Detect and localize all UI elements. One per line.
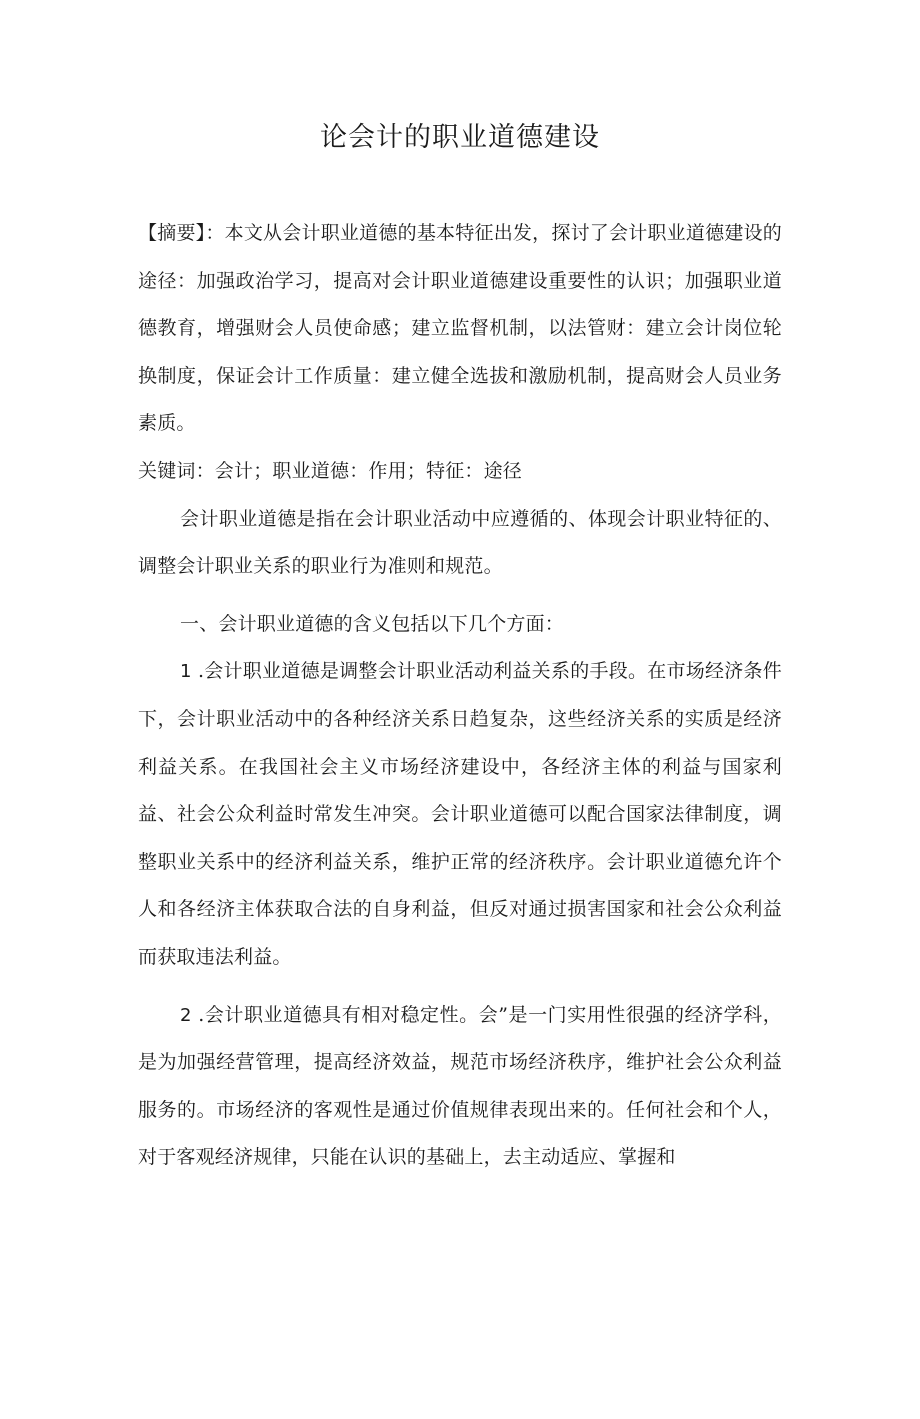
point-1-paragraph [138, 648, 782, 981]
definition-paragraph: 会计职业道德是指在会计职业活动中应遵循的、体现会计职业特征的、调整会计职业关系的职业行为准则和规范。 [138, 507, 782, 578]
section-heading: 一、会计职业道德的含义包括以下几个方面： [180, 612, 565, 635]
point-1-number: 1 [180, 661, 192, 683]
document-page [0, 118, 920, 1419]
keywords-line: 关键词：会计；职业道德：作用；特征：途径 [138, 459, 523, 482]
point-2-paragraph [138, 992, 782, 1182]
point-2-text: .会计职业道德具有相对稳定性。会”是一门实用性很强的经济学科，是为加强经营管理，提高经济效益，规范市场经济秩序，维护社会公众利益服务的。市场经济的客观性是通过价值规律表现出来的。任何社会和个人，对于客观经济规律，只能在认识的基础上，去主动适应、掌握和 [138, 1003, 782, 1169]
abstract-paragraph: 【摘要】：本文从会计职业道德的基本特征出发，探讨了会计职业道德建设的途径：加强政治学习，提高对会计职业道德建设重要性的认识；加强职业道德教育，增强财会人员使命感；建立监督机制，以法管财：建立会计岗位轮换制度，保证会计工作质量：建立健全选拔和激励机制，提高财会人员业务素质。 [138, 222, 782, 435]
page-title: 论会计的职业道德建设 [320, 122, 600, 153]
point-1-text: .会计职业道德是调整会计职业活动利益关系的手段。在市场经济条件下，会计职业活动中的各种经济关系日趋复杂，这些经济关系的实质是经济利益关系。在我国社会主义市场经济建设中，各经济主体的利益与国家利益、社会公众利益时常发生冲突。会计职业道德可以配合国家法律制度，调整职业关系中的经济利益关系，维护正常的经济秩序。会计职业道德允许个人和各经济主体获取合法的自身利益，但反对通过损害国家和社会公众利益而获取违法利益。 [138, 660, 782, 968]
point-2-number: 2 [180, 1004, 192, 1026]
